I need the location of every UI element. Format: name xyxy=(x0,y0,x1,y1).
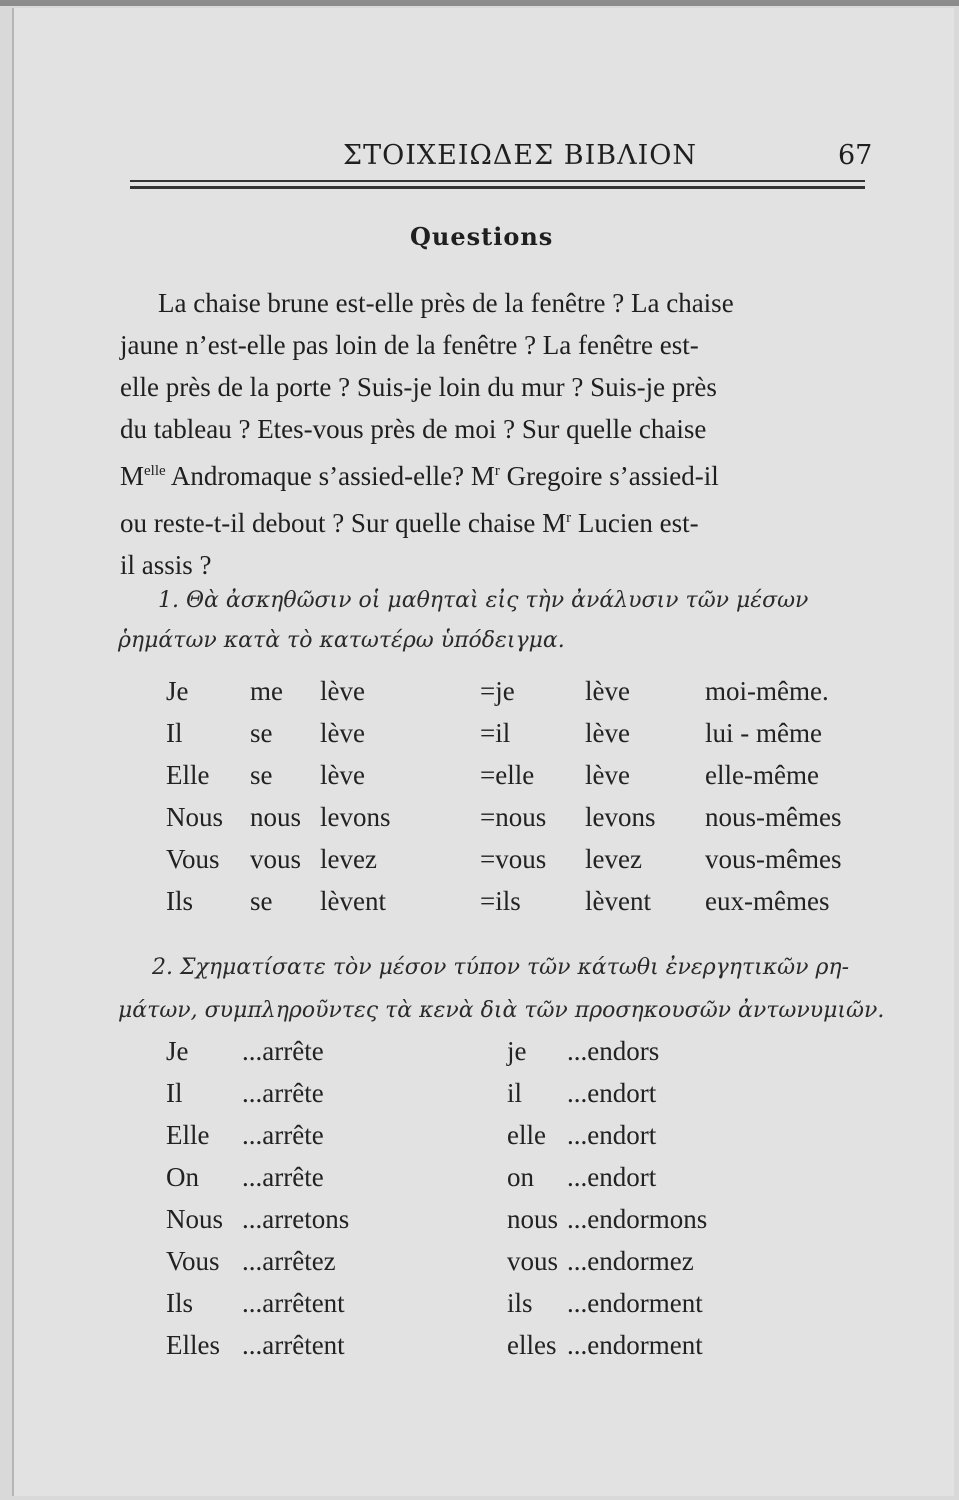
exercise1-cell: vous-mêmes xyxy=(705,844,842,874)
text-run: M xyxy=(120,461,145,491)
questions-line: La chaise brune est-elle près de la fenêtre ? La chaise xyxy=(158,288,734,318)
exercise2-cell: ...arrête xyxy=(242,1036,324,1066)
exercise1-cell: elle-même xyxy=(705,760,819,790)
page-number: 67 xyxy=(838,140,873,171)
exercise2-cell: ...endormons xyxy=(567,1204,708,1234)
exercise2-cell: ...endormez xyxy=(567,1246,694,1276)
questions-line: il assis ? xyxy=(120,550,212,580)
questions-line: du tableau ? Etes-vous près de moi ? Sur quelle chaise xyxy=(120,414,707,444)
exercise1-cell: Nous xyxy=(166,802,224,832)
exercise1-cell: lèvent xyxy=(585,886,651,916)
exercise2-cell: ...endorment xyxy=(567,1288,703,1318)
exercise1-cell: se xyxy=(250,886,273,916)
exercise2-cell: ...arrêtent xyxy=(242,1330,345,1360)
exercise1-cell: levons xyxy=(585,802,656,832)
exercise2-cell: Elles xyxy=(166,1330,220,1360)
exercise1-cell: Ils xyxy=(166,886,193,916)
text-run: Gregoire s’assied-il xyxy=(499,461,719,491)
exercise1-cell: =il xyxy=(480,718,511,748)
exercise1-cell: Elle xyxy=(166,760,210,790)
exercise2-cell: Nous xyxy=(166,1204,224,1234)
exercise1-cell: Il xyxy=(166,718,183,748)
exercise2-cell: ...endort xyxy=(567,1120,657,1150)
header-rule-thin xyxy=(130,180,865,182)
exercise1-instruction-line: 1. Θὰ ἀσκηθῶσιν οἱ μαθηταὶ εἰς τὴν ἀνάλυσιν τῶν μέσων xyxy=(158,588,809,613)
exercise2-cell: ...arrête xyxy=(242,1120,324,1150)
exercise2-cell: ...endorment xyxy=(567,1330,703,1360)
questions-line xyxy=(120,450,872,497)
exercise1-cell: lui - même xyxy=(705,718,822,748)
exercise1-cell: =je xyxy=(480,676,515,706)
exercise1-cell: lève xyxy=(320,760,365,790)
questions-line: jaune n’est-elle pas loin de la fenêtre ? La fenêtre est- xyxy=(120,330,699,360)
text-run: Lucien est- xyxy=(571,508,699,538)
section-title: Questions xyxy=(410,222,554,251)
questions-paragraph xyxy=(120,282,872,586)
superscript: elle xyxy=(144,463,166,479)
exercise1-cell: lève xyxy=(585,676,630,706)
superscript: r xyxy=(494,463,500,479)
exercise1-cell: lève xyxy=(585,760,630,790)
exercise2-cell: Elle xyxy=(166,1120,210,1150)
exercise1-cell: levons xyxy=(320,802,391,832)
exercise2-cell: nous xyxy=(507,1204,559,1234)
exercise1-cell: nous-mêmes xyxy=(705,802,842,832)
exercise1-cell: eux-mêmes xyxy=(705,886,830,916)
exercise2-cell: vous xyxy=(507,1246,559,1276)
exercise2-cell: Ils xyxy=(166,1288,193,1318)
exercise1-cell: Vous xyxy=(166,844,220,874)
exercise1-cell: lève xyxy=(585,718,630,748)
exercise1-cell: lèvent xyxy=(320,886,386,916)
exercise1-cell: levez xyxy=(585,844,642,874)
exercise1-cell: vous xyxy=(250,844,302,874)
exercise1-cell: =nous xyxy=(480,802,547,832)
exercise2-cell: On xyxy=(166,1162,199,1192)
text-run: ou reste-t-il debout ? Sur quelle chaise M xyxy=(120,508,567,538)
header-rule-thick xyxy=(130,186,865,189)
questions-line: elle près de la porte ? Suis-je loin du mur ? Suis-je près xyxy=(120,372,717,402)
exercise2-cell: elles xyxy=(507,1330,557,1360)
exercise2-cell: ...arrêtent xyxy=(242,1288,345,1318)
exercise2-cell: on xyxy=(507,1162,534,1192)
exercise2-instruction-line: μάτων, συμπληροῦντες τὰ κενὰ διὰ τῶν προσηκουσῶν ἀντωνυμιῶν. xyxy=(118,998,885,1023)
exercise1-cell: =elle xyxy=(480,760,535,790)
exercise2-cell: Il xyxy=(166,1078,183,1108)
page-top-edge xyxy=(0,0,959,6)
exercise2-cell: ...arrête xyxy=(242,1078,324,1108)
exercise2-cell: ...endort xyxy=(567,1162,657,1192)
running-header-title: ΣΤΟΙΧΕΙΩΔΕΣ ΒΙΒΛΙΟΝ xyxy=(343,140,698,171)
exercise1-cell: se xyxy=(250,718,273,748)
exercise1-cell: levez xyxy=(320,844,377,874)
exercise2-cell: ...endors xyxy=(567,1036,660,1066)
exercise1-cell: nous xyxy=(250,802,302,832)
exercise1-cell: lève xyxy=(320,718,365,748)
exercise2-cell: ...arretons xyxy=(242,1204,350,1234)
exercise2-cell: ...endort xyxy=(567,1078,657,1108)
exercise1-instruction-line: ῥημάτων κατὰ τὸ κατωτέρω ὑπόδειγμα. xyxy=(118,628,565,653)
exercise1-cell: se xyxy=(250,760,273,790)
exercise1-cell: lève xyxy=(320,676,365,706)
exercise1-cell: =ils xyxy=(480,886,521,916)
questions-line xyxy=(120,497,872,544)
exercise1-cell: moi-même. xyxy=(705,676,829,706)
exercise2-cell: Je xyxy=(166,1036,189,1066)
exercise2-instruction-line: 2. Σχηματίσατε τὸν μέσον τύπον τῶν κάτωθι ἐνεργητικῶν ρη- xyxy=(152,955,850,980)
superscript: r xyxy=(566,510,572,526)
exercise2-cell: ...arrêtez xyxy=(242,1246,336,1276)
exercise2-cell: elle xyxy=(507,1120,546,1150)
exercise2-cell: ...arrête xyxy=(242,1162,324,1192)
exercise1-cell: Je xyxy=(166,676,189,706)
text-run: Andromaque s’assied-elle? M xyxy=(165,461,495,491)
exercise2-cell: il xyxy=(507,1078,523,1108)
exercise2-cell: ils xyxy=(507,1288,533,1318)
exercise1-cell: me xyxy=(250,676,283,706)
exercise2-cell: Vous xyxy=(166,1246,220,1276)
exercise2-cell: je xyxy=(507,1036,527,1066)
exercise1-cell: =vous xyxy=(480,844,547,874)
